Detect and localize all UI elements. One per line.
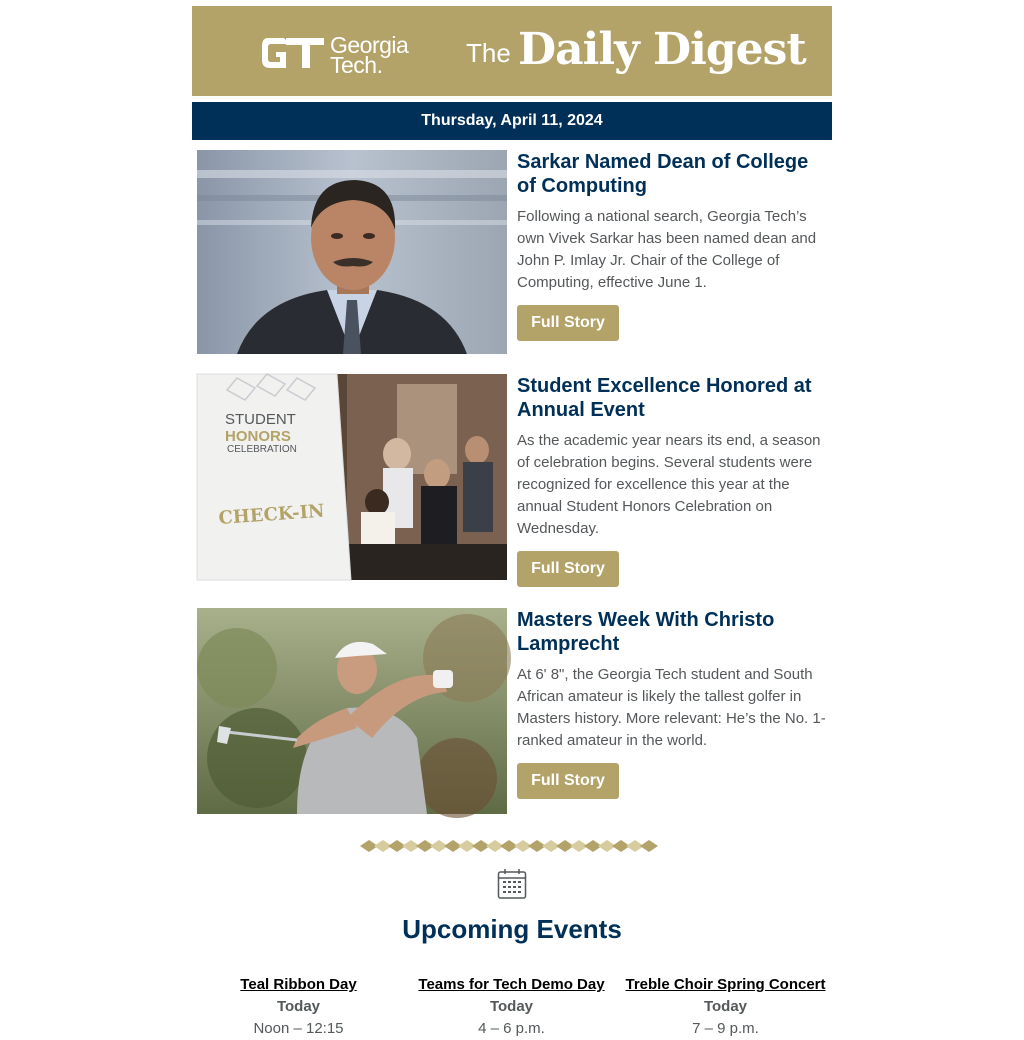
portrait-photo <box>197 150 507 354</box>
masthead <box>192 6 832 96</box>
event-day: Today <box>703 998 748 1015</box>
event-link[interactable]: Teal Ribbon Day <box>240 976 357 993</box>
sign-line-student: STUDENT <box>225 411 296 428</box>
sign-line-checkin: CHECK-IN <box>217 500 326 529</box>
full-story-button[interactable]: Full Story <box>517 763 619 799</box>
georgia-tech-logo[interactable] <box>260 32 420 78</box>
events-heading: Upcoming Events <box>402 914 622 944</box>
event-day: Today <box>489 998 534 1015</box>
date-banner: Thursday, April 11, 2024 <box>192 102 832 140</box>
title-prefix: The <box>466 38 511 68</box>
sign-line-honors: HONORS <box>225 428 291 445</box>
story-summary: As the academic year nears its end, a season of celebration begins. Several students were recognized for excellence this year at the annual Student Honors Celebration on Wednesday. <box>517 432 821 537</box>
event-time: 7 – 9 p.m. <box>692 1020 759 1037</box>
sign-line-celebration: CELEBRATION <box>227 444 297 455</box>
event-item <box>619 974 832 1040</box>
gt-monogram-icon <box>260 32 326 74</box>
story-text <box>517 608 832 799</box>
story-title[interactable]: Sarkar Named Dean of College of Computing <box>517 151 809 197</box>
story-summary: At 6' 8", the Georgia Tech student and South African amateur is likely the tallest golfer in Masters history. More relevant: He’s the No. 1-ranked amateur in the world. <box>517 666 826 749</box>
story-image-golfer[interactable] <box>197 608 507 814</box>
story-summary: Following a national search, Georgia Tech’s own Vivek Sarkar has been named dean and John P. Imlay Jr. Chair of the College of Computing, effective June 1. <box>517 208 817 291</box>
story-text <box>517 374 832 587</box>
story-image-honors[interactable] <box>197 374 507 580</box>
logo-word-tech: Tech. <box>330 52 383 78</box>
page-title: Daily Digest <box>518 24 806 75</box>
full-story-button[interactable]: Full Story <box>517 551 619 587</box>
logo-word-georgia: Georgia <box>330 32 409 58</box>
story-text <box>517 150 832 341</box>
event-item <box>405 974 618 1040</box>
event-time: Noon – 12:15 <box>253 1020 344 1037</box>
story-title[interactable]: Student Excellence Honored at Annual Event <box>517 375 812 421</box>
story-title[interactable]: Masters Week With Christo Lamprecht <box>517 609 775 655</box>
event-day: Today <box>276 998 321 1015</box>
story-image-dean[interactable] <box>197 150 507 354</box>
diamond-divider <box>360 838 664 854</box>
calendar-icon <box>497 868 527 900</box>
event-photo <box>197 374 507 580</box>
event-link[interactable]: Teams for Tech Demo Day <box>418 976 605 993</box>
golfer-photo <box>197 608 507 814</box>
newsletter <box>192 6 832 1037</box>
event-item <box>192 974 405 1040</box>
event-link[interactable]: Treble Choir Spring Concert <box>625 976 826 993</box>
event-time: 4 – 6 p.m. <box>478 1020 545 1037</box>
full-story-button[interactable]: Full Story <box>517 305 619 341</box>
